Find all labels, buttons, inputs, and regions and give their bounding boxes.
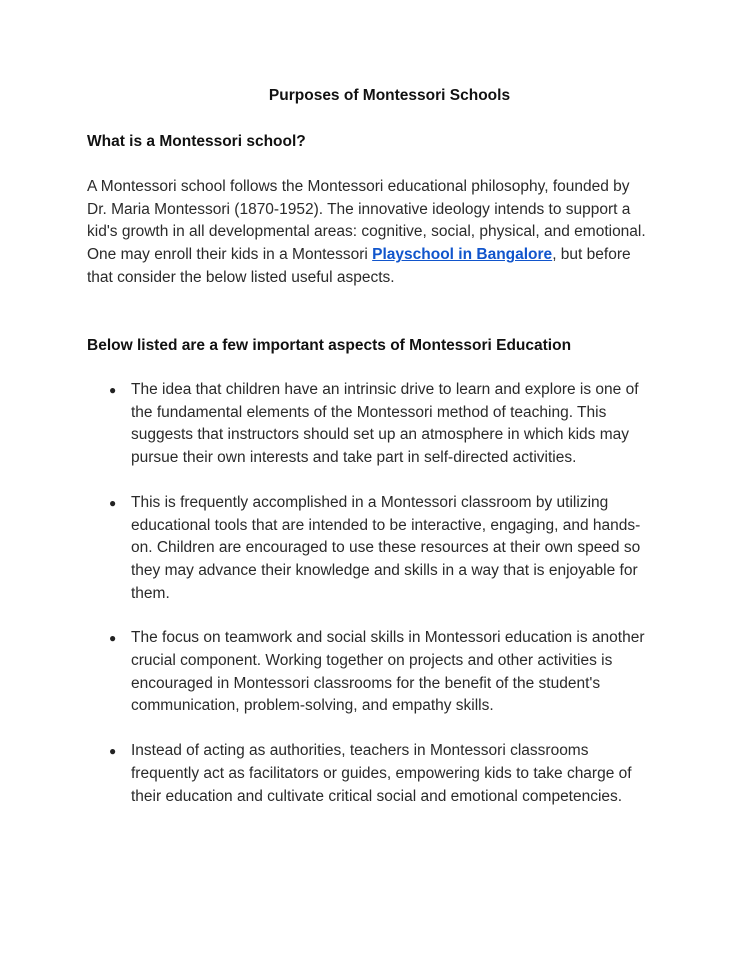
list-item-text: The focus on teamwork and social skills in Montessori education is another crucial component. Working together on projects and other activities is encouraged in Montessori classrooms for the benefit of the student's communication, problem-solving, and empathy skills. (131, 629, 645, 715)
bullet-dot-icon: ● (109, 495, 117, 510)
intro-text-after-link: , but before that consider the below listed useful aspects. (87, 246, 631, 286)
list-item-text: The idea that children have an intrinsic drive to learn and explore is one of the fundamental elements of the Montessori method of teaching. This suggests that instructors should set up an atmosphere in which kids may pursue their own interests and take part in self-directed activities. (131, 381, 639, 467)
intro-text-before-link: A Montessori school follows the Montessori educational philosophy, founded by Dr. Maria Montessori (1870-1952). The innovative ideology intends to support a kid's growth in all developmental areas: cognitive, social, physical, and emotional. One may enroll their kids in a Montessori (87, 178, 646, 264)
section-heading-what-is: What is a Montessori school? (87, 133, 306, 150)
bullet-dot-icon: ● (109, 631, 117, 646)
intro-paragraph (87, 176, 647, 290)
aspects-bullet-list (87, 379, 657, 830)
list-item-text: Instead of acting as authorities, teachers in Montessori classrooms frequently act as facilitators or guides, empowering kids to take charge of their education and cultivate critical social and emotional competencies. (131, 742, 632, 805)
bullet-dot-icon: ● (109, 744, 117, 759)
list-item (87, 492, 657, 606)
playschool-bangalore-link[interactable]: Playschool in Bangalore (372, 246, 553, 264)
bullet-dot-icon: ● (109, 383, 117, 397)
document-title: Purposes of Montessori Schools (268, 87, 511, 104)
list-item-text: This is frequently accomplished in a Montessori classroom by utilizing educational tools that are intended to be interactive, engaging, and hands-on. Children are encouraged to use these resources at their own speed so they may advance their knowledge and skills in a way that is enjoyable for them. (131, 493, 641, 602)
list-item (87, 627, 657, 718)
list-item (87, 740, 657, 808)
list-item (87, 379, 657, 470)
section-heading-aspects: Below listed are a few important aspects of Montessori Education (87, 337, 572, 354)
